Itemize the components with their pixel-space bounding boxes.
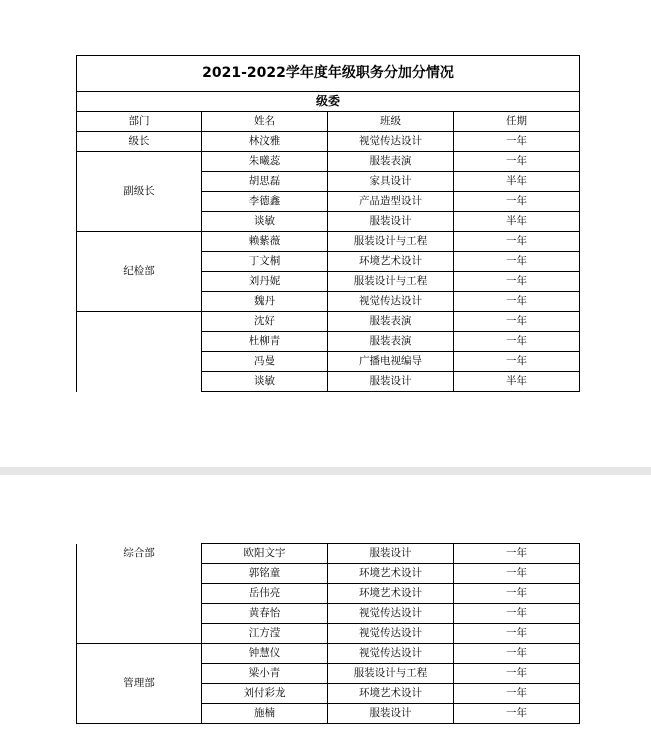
- class-cell: 环境艺术设计: [328, 684, 454, 704]
- term-cell: 一年: [454, 352, 580, 372]
- name-cell: 钟慧仪: [202, 644, 328, 664]
- class-cell: 服装设计与工程: [328, 232, 454, 252]
- term-cell: 一年: [454, 684, 580, 704]
- term-cell: 一年: [454, 644, 580, 664]
- class-cell: 视觉传达设计: [328, 644, 454, 664]
- term-cell: 半年: [454, 212, 580, 232]
- dept-cell: 管理部: [77, 644, 202, 724]
- name-cell: 黄春怡: [202, 604, 328, 624]
- header-name: 姓名: [202, 112, 328, 132]
- name-cell: 谈敏: [202, 372, 328, 392]
- term-cell: 一年: [454, 192, 580, 212]
- dept-cell: [77, 312, 202, 392]
- class-cell: 视觉传达设计: [328, 624, 454, 644]
- name-cell: 刘丹妮: [202, 272, 328, 292]
- class-cell: 家具设计: [328, 172, 454, 192]
- term-cell: 一年: [454, 564, 580, 584]
- dept-cell: 综合部: [77, 544, 202, 644]
- class-cell: 服装表演: [328, 332, 454, 352]
- name-cell: 林汶雅: [202, 132, 328, 152]
- table-row: [77, 312, 580, 332]
- class-cell: 服装设计: [328, 544, 454, 564]
- name-cell: 欧阳文宇: [202, 544, 328, 564]
- page-separator: [0, 467, 651, 475]
- header-row: [77, 112, 580, 132]
- class-cell: 环境艺术设计: [328, 564, 454, 584]
- class-cell: 环境艺术设计: [328, 584, 454, 604]
- term-cell: 一年: [454, 232, 580, 252]
- section-title: 级委: [77, 92, 580, 112]
- class-cell: 产品造型设计: [328, 192, 454, 212]
- name-cell: 胡思磊: [202, 172, 328, 192]
- term-cell: 一年: [454, 544, 580, 564]
- class-cell: 广播电视编导: [328, 352, 454, 372]
- class-cell: 服装设计与工程: [328, 664, 454, 684]
- name-cell: 杜柳青: [202, 332, 328, 352]
- name-cell: 岳伟亮: [202, 584, 328, 604]
- name-cell: 谈敏: [202, 212, 328, 232]
- class-cell: 服装表演: [328, 152, 454, 172]
- name-cell: 冯曼: [202, 352, 328, 372]
- table-row: [77, 544, 580, 564]
- class-cell: 服装表演: [328, 312, 454, 332]
- name-cell: 刘付彩龙: [202, 684, 328, 704]
- name-cell: 施楠: [202, 704, 328, 724]
- term-cell: 一年: [454, 272, 580, 292]
- table-row: [77, 232, 580, 252]
- name-cell: 梁小青: [202, 664, 328, 684]
- class-cell: 视觉传达设计: [328, 292, 454, 312]
- term-cell: 一年: [454, 604, 580, 624]
- term-cell: 半年: [454, 372, 580, 392]
- term-cell: 一年: [454, 132, 580, 152]
- term-cell: 一年: [454, 292, 580, 312]
- term-cell: 一年: [454, 332, 580, 352]
- table-row: [77, 152, 580, 172]
- name-cell: 朱曦蕊: [202, 152, 328, 172]
- term-cell: 一年: [454, 584, 580, 604]
- term-cell: 一年: [454, 152, 580, 172]
- name-cell: 郭铭童: [202, 564, 328, 584]
- dept-cell: 副级长: [77, 152, 202, 232]
- term-cell: 一年: [454, 312, 580, 332]
- class-cell: 视觉传达设计: [328, 604, 454, 624]
- header-dept: 部门: [77, 112, 202, 132]
- header-class: 班级: [328, 112, 454, 132]
- duty-score-table-page-1: [76, 55, 580, 392]
- class-cell: 服装设计: [328, 372, 454, 392]
- class-cell: 环境艺术设计: [328, 252, 454, 272]
- table-row: [77, 644, 580, 664]
- term-cell: 一年: [454, 704, 580, 724]
- class-cell: 服装设计与工程: [328, 272, 454, 292]
- title-row: [77, 56, 580, 92]
- name-cell: 丁文桐: [202, 252, 328, 272]
- duty-score-table-page-2: [76, 543, 580, 724]
- dept-cell: 级长: [77, 132, 202, 152]
- subtitle-row: [77, 92, 580, 112]
- dept-cell: 纪检部: [77, 232, 202, 312]
- name-cell: 赖紫薇: [202, 232, 328, 252]
- table-row: [77, 132, 580, 152]
- table-title: 2021-2022学年度年级职务分加分情况: [77, 56, 580, 92]
- class-cell: 服装设计: [328, 704, 454, 724]
- term-cell: 一年: [454, 664, 580, 684]
- term-cell: 一年: [454, 624, 580, 644]
- name-cell: 李德鑫: [202, 192, 328, 212]
- name-cell: 江方滢: [202, 624, 328, 644]
- class-cell: 服装设计: [328, 212, 454, 232]
- term-cell: 半年: [454, 172, 580, 192]
- term-cell: 一年: [454, 252, 580, 272]
- name-cell: 沈好: [202, 312, 328, 332]
- class-cell: 视觉传达设计: [328, 132, 454, 152]
- name-cell: 魏丹: [202, 292, 328, 312]
- header-term: 任期: [454, 112, 580, 132]
